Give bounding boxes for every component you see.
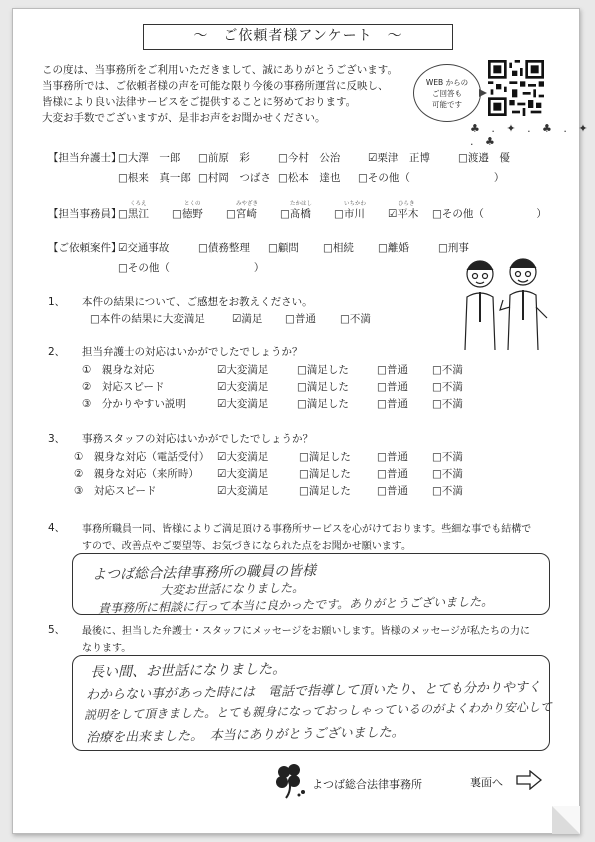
q3-option[interactable]: □普通 [377, 485, 408, 497]
q4-number: 4、 [48, 522, 66, 534]
q2-option[interactable]: □満足した [297, 398, 349, 410]
q2-option[interactable]: ☑大変満足 [217, 381, 269, 393]
q3-option[interactable]: □満足した [299, 451, 351, 463]
q1-option[interactable]: □不満 [340, 313, 371, 325]
case-label: 【ご依頼案件】 [48, 242, 122, 254]
case-option[interactable]: □債務整理 [198, 242, 250, 254]
arrow-right-icon[interactable] [516, 770, 542, 790]
case-option[interactable]: □刑事 [438, 242, 469, 254]
lawyer-option[interactable]: □松本 達也 [278, 172, 341, 184]
staff-ruby: たかはし [290, 201, 313, 207]
intro-line: 当事務所では、ご依頼者様の声を可能な限り今後の事務所運営に反映し、 [42, 80, 389, 92]
case-option[interactable]: □その他（ ） [118, 262, 265, 274]
staff-ruby: みやざき [236, 201, 259, 207]
q2-option[interactable]: □普通 [377, 398, 408, 410]
page-fold [552, 806, 580, 834]
web-answer-bubble [413, 64, 481, 122]
q4-text-line2: すので、改善点やご要望等、お気づきになられた点をお聞かせ願います。 [82, 541, 411, 552]
clover-logo-icon [270, 760, 310, 800]
intro-line: この度は、当事務所をご利用いただきまして、誠にありがとうございます。 [42, 64, 398, 76]
intro-text [42, 62, 412, 126]
q2-option[interactable]: □普通 [377, 364, 408, 376]
q5-answer-line: 説明をして頂きました。とても親身になっておっしゃっているのがよくわかり安心して [83, 699, 553, 723]
office-name: よつば総合法律事務所 [312, 778, 422, 791]
lawyers-illustration [445, 252, 555, 352]
lawyer-label: 【担当弁護士】 [48, 152, 122, 164]
staff-option[interactable]: □宮崎 [226, 208, 257, 220]
q3-text: 事務スタッフの対応はいかがでしたでしょうか？ [82, 433, 313, 445]
q3-option[interactable]: ☑大変満足 [217, 451, 269, 463]
q2-row-label: ② 対応スピード [82, 381, 165, 393]
q2-option[interactable]: □普通 [377, 381, 408, 393]
lawyer-option[interactable]: □渡邉 優 [458, 152, 510, 164]
q2-option[interactable]: □不満 [432, 381, 463, 393]
intro-line: 大変お手数でございますが、是非お声をお聞かせください。 [42, 112, 326, 124]
q2-row-label: ① 親身な対応 [82, 364, 155, 376]
bubble-line: 可能です [432, 100, 462, 109]
lawyer-option[interactable]: □前原 彩 [198, 152, 250, 164]
q1-text: 本件の結果について、ご感想をお教えください。 [82, 296, 313, 308]
q2-option[interactable]: □不満 [432, 364, 463, 376]
lawyer-option[interactable]: ☑栗津 正博 [368, 152, 430, 164]
q3-row-label: ③ 対応スピード [74, 485, 157, 497]
case-option[interactable]: □顧問 [268, 242, 299, 254]
q4-answer-line: よつば総合法律事務所の職員の皆様 [91, 563, 317, 583]
q3-number: 3、 [48, 433, 66, 445]
q1-option[interactable]: □普通 [285, 313, 316, 325]
next-page-label[interactable]: 裏面へ [470, 776, 503, 789]
staff-ruby: いちかわ [344, 201, 367, 207]
case-option[interactable]: □離婚 [378, 242, 409, 254]
q2-option[interactable]: ☑大変満足 [217, 364, 269, 376]
case-option[interactable]: ☑交通事故 [118, 242, 170, 254]
bubble-line: ご回答も [432, 89, 462, 98]
q3-option[interactable]: ☑大変満足 [217, 485, 269, 497]
q2-option[interactable]: □不満 [432, 398, 463, 410]
staff-option[interactable]: □その他（ ） [432, 208, 547, 220]
q3-row-label: ② 親身な対応（来所時） [74, 468, 199, 480]
q4-text-line1: 事務所職員一同、皆様によりご満足頂ける事務所サービスを心がけております。些細な事でも結構で [82, 524, 532, 535]
q3-option[interactable]: □不満 [432, 485, 463, 497]
intro-line: 皆様により良い法律サービスをご提供することに努めております。 [42, 96, 357, 108]
case-option[interactable]: □相続 [323, 242, 354, 254]
q2-option[interactable]: ☑大変満足 [217, 398, 269, 410]
q5-number: 5、 [48, 624, 66, 636]
q1-option[interactable]: ☑満足 [232, 313, 263, 325]
lawyer-option[interactable]: □村岡 つばさ [198, 172, 271, 184]
q2-row-label: ③ 分かりやすい説明 [82, 398, 186, 410]
qr-code[interactable] [488, 60, 544, 116]
q4-answer-line: 貴事務所に相談に行って本当に良かったです。ありがとうございました。 [97, 594, 494, 616]
page-title: 〜 ご依頼者様アンケート 〜 [143, 24, 453, 50]
q5-text-line2: なります。 [82, 643, 132, 654]
q5-answer-line: わからない事があった時には 電話で指導して頂いたり、とても分かりやすく [85, 680, 542, 703]
q3-option[interactable]: □不満 [432, 451, 463, 463]
q1-number: 1、 [48, 296, 66, 308]
q1-option[interactable]: □本件の結果に大変満足 [90, 313, 205, 325]
staff-option[interactable]: □徳野 [172, 208, 203, 220]
q3-row-label: ① 親身な対応（電話受付） [74, 451, 210, 463]
staff-ruby: ひらき [398, 201, 415, 207]
q5-answer-line: 長い間、お世話になりました。 [89, 661, 287, 681]
q3-option[interactable]: ☑大変満足 [217, 468, 269, 480]
q4-answer-line: 大変お世話になりました。 [159, 580, 305, 598]
q3-option[interactable]: □満足した [299, 468, 351, 480]
lawyer-option[interactable]: □今村 公治 [278, 152, 341, 164]
lawyer-option[interactable]: □その他（ ） [358, 172, 505, 184]
staff-option[interactable]: □市川 [334, 208, 365, 220]
bubble-line: WEB からの [425, 78, 469, 87]
q2-option[interactable]: □満足した [297, 381, 349, 393]
staff-option[interactable]: □黒江 [118, 208, 149, 220]
lawyer-option[interactable]: □根来 真一郎 [118, 172, 191, 184]
q2-number: 2、 [48, 346, 66, 358]
q5-answer-line: 治療を出来ました。 本当にありがとうございました。 [85, 725, 405, 746]
q2-option[interactable]: □満足した [297, 364, 349, 376]
q3-option[interactable]: □普通 [377, 468, 408, 480]
lawyer-option[interactable]: □大澤 一郎 [118, 152, 181, 164]
q3-option[interactable]: □普通 [377, 451, 408, 463]
q5-text-line1: 最後に、担当した弁護士・スタッフにメッセージをお願いします。皆様のメッセージが私たちの力に [82, 626, 530, 637]
staff-label: 【担当事務員】 [48, 208, 122, 220]
staff-option[interactable]: ☑平木 [388, 208, 419, 220]
clover-decoration: ♣ . ✦ . ♣ . ✦ . ♣ [470, 122, 592, 148]
staff-ruby: くろえ [130, 201, 147, 207]
q3-option[interactable]: □満足した [299, 485, 351, 497]
q3-option[interactable]: □不満 [432, 468, 463, 480]
q2-text: 担当弁護士の対応はいかがでしたでしょうか？ [82, 346, 303, 358]
staff-option[interactable]: □髙橋 [280, 208, 311, 220]
staff-ruby: とくの [184, 201, 201, 207]
